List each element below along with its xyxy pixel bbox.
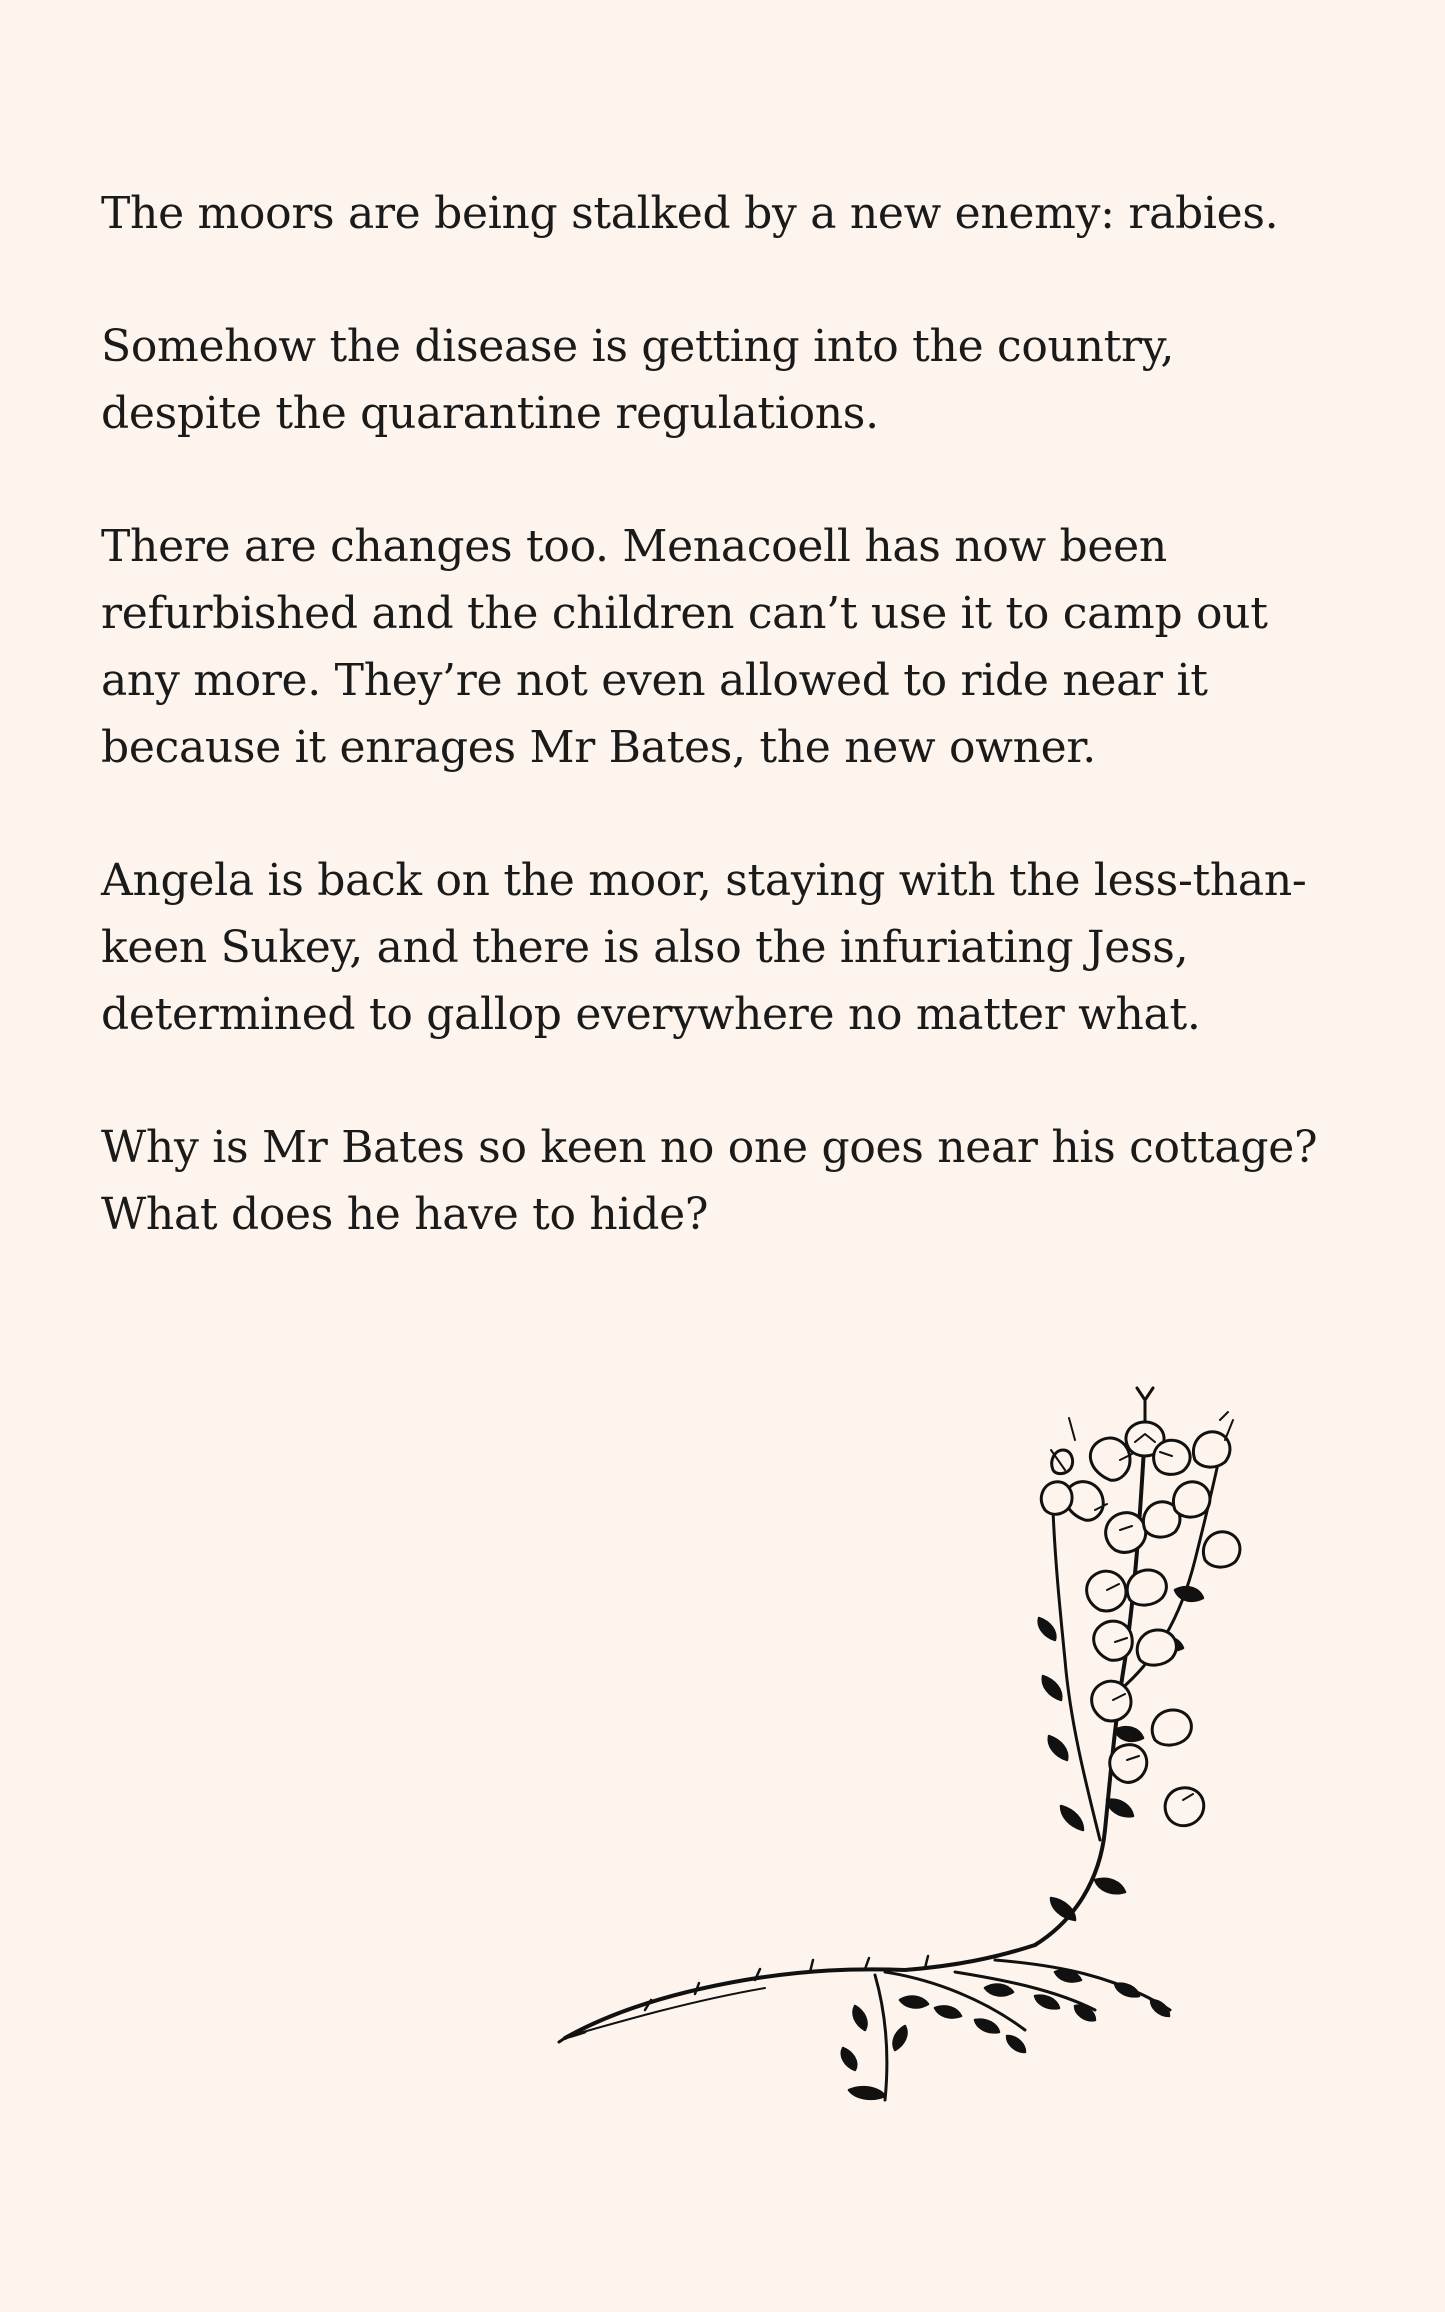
blurb-line: The moors are being stalked by a new enemy: rabies.	[101, 188, 1279, 239]
blurb-text	[101, 180, 1361, 1314]
blurb-paragraph-2	[101, 313, 1361, 447]
blurb-line: Angela is back on the moor, staying with the less-than-	[101, 855, 1307, 906]
blurb-paragraph-4	[101, 847, 1361, 1048]
blurb-line: There are changes too. Menacoell has now been	[101, 521, 1167, 572]
heather-sprig-icon	[555, 1360, 1275, 2140]
blurb-line: determined to gallop everywhere no matter what.	[101, 989, 1201, 1040]
blurb-line: keen Sukey, and there is also the infuriating Jess,	[101, 922, 1189, 973]
blurb-line: because it enrages Mr Bates, the new owner.	[101, 722, 1096, 773]
blurb-line: any more. They’re not even allowed to ride near it	[101, 655, 1208, 706]
blurb-line: What does he have to hide?	[101, 1189, 709, 1240]
blurb-line: despite the quarantine regulations.	[101, 388, 879, 439]
blurb-line: Somehow the disease is getting into the country,	[101, 321, 1175, 372]
blurb-paragraph-1	[101, 180, 1361, 247]
blurb-line: refurbished and the children can’t use it to camp out	[101, 588, 1268, 639]
blurb-paragraph-3	[101, 513, 1361, 781]
blurb-paragraph-5	[101, 1114, 1361, 1248]
blurb-line: Why is Mr Bates so keen no one goes near his cottage?	[101, 1122, 1318, 1173]
